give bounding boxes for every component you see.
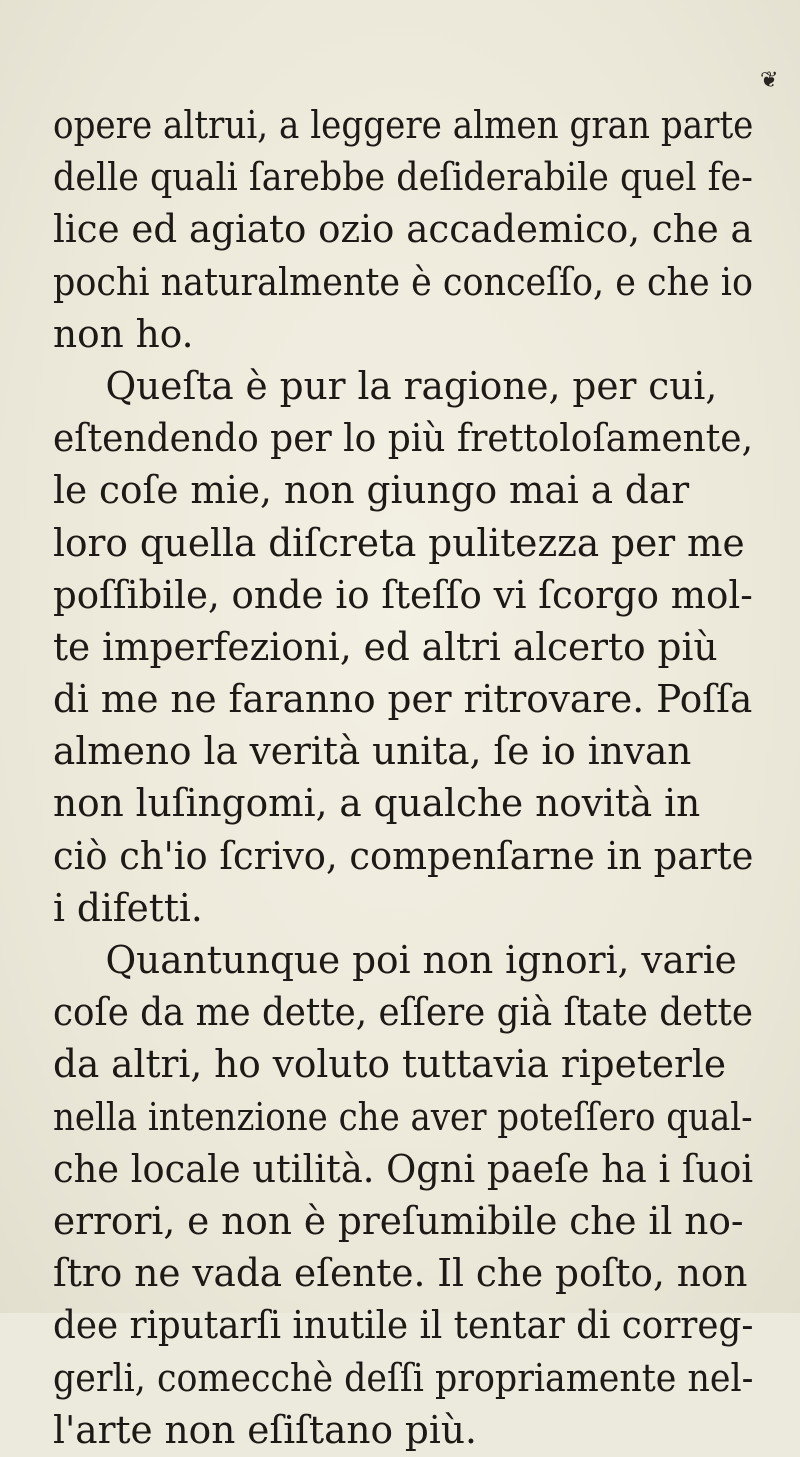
text-line: le coſe mie, non giungo mai a dar: [53, 468, 690, 514]
text-line: ſtro ne vada eſente. Il che poſto, non: [53, 1251, 748, 1297]
text-line: pochi naturalmente è conceſſo, e che io: [53, 259, 753, 305]
text-line: da altri, ho voluto tuttavia ripeterle: [53, 1042, 727, 1088]
text-line: l'arte non eſiſtano più.: [53, 1407, 477, 1453]
text-line: Quantunque poi non ignori, varie: [105, 938, 737, 983]
text-line: non ho.: [53, 311, 194, 357]
text-line: non luſingomi, a qualche novità in: [53, 781, 701, 827]
text-line: gerli, comecchè deſſi propriamente nel-: [53, 1355, 754, 1401]
text-line: coſe da me dette, eſſere già ſtate dette: [53, 990, 753, 1036]
text-line: dee riputarſi inutile il tentar di correg-: [53, 1303, 754, 1349]
text-line: opere altrui, a leggere almen gran parte: [53, 103, 754, 148]
text-line: di me ne faranno per ritrovare. Poſſa: [53, 677, 753, 723]
page-text: [53, 100, 773, 1457]
text-line: ciò ch'io ſcrivo, compenſarne in parte: [53, 833, 754, 879]
text-line: Queſta è pur la ragione, per cui,: [105, 363, 718, 409]
text-line: che locale utilità. Ogni paeſe ha i ſuoi: [53, 1146, 754, 1192]
text-line: nella intenzione che aver poteſſero qual-: [53, 1094, 753, 1140]
signature-mark: ❦: [760, 68, 779, 93]
text-line: almeno la verità unita, ſe io invan: [53, 729, 692, 775]
text-line: eſtendendo per lo più frettoloſamente,: [53, 416, 754, 462]
text-line: te imperfezioni, ed altri alcerto più: [53, 624, 718, 670]
text-line: delle quali ſarebbe deſiderabile quel fe-: [53, 155, 753, 201]
text-line: i difetti.: [53, 885, 203, 931]
text-line: errori, e non è preſumibile che il no-: [53, 1198, 744, 1244]
text-line: lice ed agiato ozio accademico, che a: [53, 207, 753, 253]
text-line: poſſibile, onde io ſteſſo vi ſcorgo mol-: [53, 572, 753, 618]
text-line: loro quella diſcreta pulitezza per me: [53, 520, 745, 566]
